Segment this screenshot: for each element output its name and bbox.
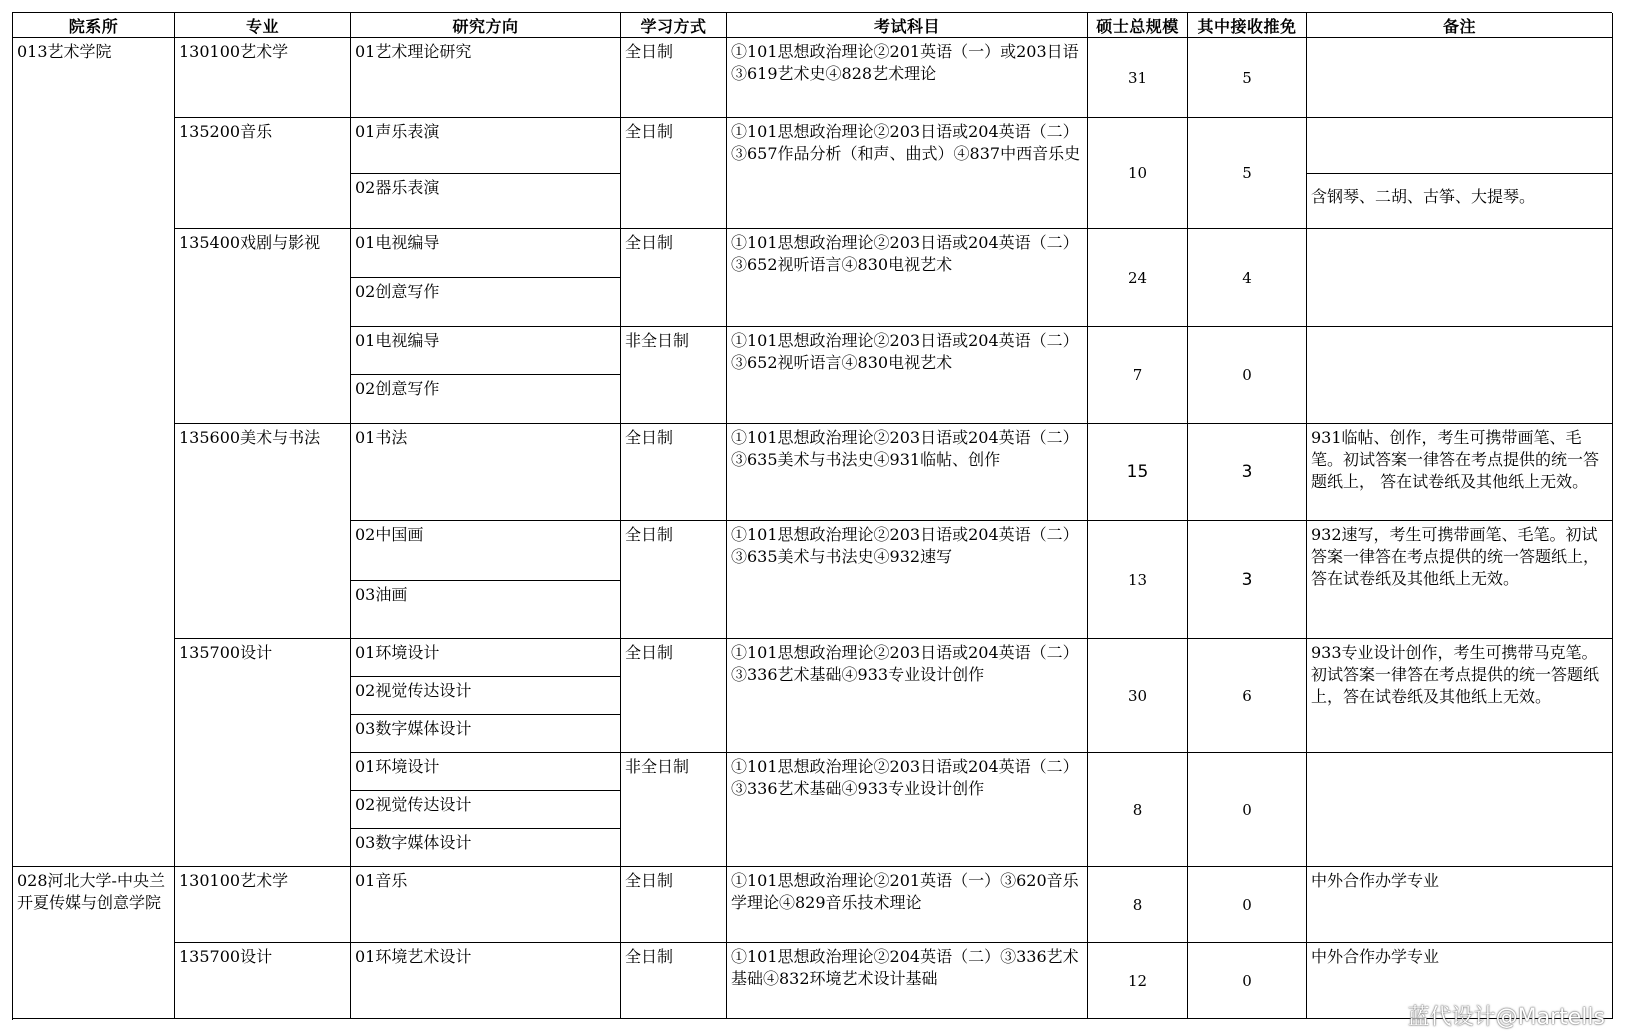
study-mode-cell: 全日制 bbox=[621, 424, 727, 521]
remarks-cell bbox=[1307, 38, 1613, 118]
study-mode-cell: 全日制 bbox=[621, 38, 727, 118]
study-mode-cell: 全日制 bbox=[621, 867, 727, 943]
header-exam-subjects: 考试科目 bbox=[727, 13, 1088, 38]
total-enrollment-cell: 8 bbox=[1088, 753, 1188, 867]
exam-subjects-cell: ①101思想政治理论②203日语或204英语（二）③657作品分析（和声、曲式）④837中西音乐史 bbox=[727, 118, 1088, 229]
total-enrollment-cell: 31 bbox=[1088, 38, 1188, 118]
remarks-cell: 933专业设计创作，考生可携带马克笔。初试答案一律答在考点提供的统一答题纸上，答在试卷纸及其他纸上无效。 bbox=[1307, 639, 1613, 753]
recommended-cell: 0 bbox=[1188, 753, 1307, 867]
total-enrollment-cell: 30 bbox=[1088, 639, 1188, 753]
exam-subjects-cell: ①101思想政治理论②203日语或204英语（二）③336艺术基础④933专业设计创作 bbox=[727, 753, 1088, 867]
direction-cell: 01环境设计 bbox=[351, 639, 621, 677]
major-cell: 135600美术与书法 bbox=[175, 424, 351, 639]
exam-subjects-cell: ①101思想政治理论②203日语或204英语（二）③336艺术基础④933专业设计创作 bbox=[727, 639, 1088, 753]
total-enrollment-cell: 10 bbox=[1088, 118, 1188, 229]
remarks-cell: 931临帖、创作，考生可携带画笔、毛笔。初试答案一律答在考点提供的统一答题纸上， 答在试卷纸及其他纸上无效。 bbox=[1307, 424, 1613, 521]
remarks-cell: 中外合作办学专业 bbox=[1307, 943, 1613, 1019]
exam-subjects-cell: ①101思想政治理论②204英语（二）③336艺术基础④832环境艺术设计基础 bbox=[727, 943, 1088, 1019]
direction-cell: 02创意写作 bbox=[351, 375, 621, 424]
study-mode-cell: 全日制 bbox=[621, 639, 727, 753]
exam-subjects-cell: ①101思想政治理论②203日语或204英语（二）③652视听语言④830电视艺术 bbox=[727, 229, 1088, 327]
major-cell: 135700设计 bbox=[175, 639, 351, 867]
recommended-cell: 3 bbox=[1188, 521, 1307, 639]
recommended-cell: 4 bbox=[1188, 229, 1307, 327]
total-enrollment-cell: 13 bbox=[1088, 521, 1188, 639]
major-cell: 130100艺术学 bbox=[175, 38, 351, 118]
exam-subjects-cell: ①101思想政治理论②203日语或204英语（二）③635美术与书法史④932速写 bbox=[727, 521, 1088, 639]
total-enrollment-cell: 12 bbox=[1088, 943, 1188, 1019]
recommended-cell: 3 bbox=[1188, 424, 1307, 521]
direction-cell: 01声乐表演 bbox=[351, 118, 621, 174]
remarks-cell bbox=[1307, 753, 1613, 867]
total-enrollment-cell: 7 bbox=[1088, 327, 1188, 424]
remarks-cell bbox=[1307, 229, 1613, 327]
direction-cell: 03油画 bbox=[351, 581, 621, 639]
study-mode-cell: 非全日制 bbox=[621, 753, 727, 867]
study-mode-cell: 非全日制 bbox=[621, 327, 727, 424]
recommended-cell: 0 bbox=[1188, 943, 1307, 1019]
direction-cell: 02创意写作 bbox=[351, 278, 621, 327]
total-enrollment-cell: 8 bbox=[1088, 867, 1188, 943]
total-enrollment-cell: 24 bbox=[1088, 229, 1188, 327]
direction-cell: 03数字媒体设计 bbox=[351, 715, 621, 753]
header-direction: 研究方向 bbox=[351, 13, 621, 38]
remarks-cell bbox=[1307, 118, 1613, 174]
direction-cell: 02中国画 bbox=[351, 521, 621, 581]
direction-cell: 01音乐 bbox=[351, 867, 621, 943]
recommended-cell: 6 bbox=[1188, 639, 1307, 753]
direction-cell: 02器乐表演 bbox=[351, 174, 621, 229]
header-remarks: 备注 bbox=[1307, 13, 1613, 38]
exam-subjects-cell: ①101思想政治理论②203日语或204英语（二）③652视听语言④830电视艺术 bbox=[727, 327, 1088, 424]
direction-cell: 03数字媒体设计 bbox=[351, 829, 621, 867]
remarks-cell bbox=[1307, 327, 1613, 424]
direction-cell: 01环境设计 bbox=[351, 753, 621, 791]
header-major: 专业 bbox=[175, 13, 351, 38]
department-cell: 028河北大学-中央兰开夏传媒与创意学院 bbox=[13, 867, 175, 1019]
enrollment-table bbox=[12, 12, 1612, 1020]
major-cell: 135400戏剧与影视 bbox=[175, 229, 351, 424]
recommended-cell: 0 bbox=[1188, 327, 1307, 424]
header-recommended: 其中接收推免 bbox=[1188, 13, 1307, 38]
direction-cell: 01艺术理论研究 bbox=[351, 38, 621, 118]
header-study-mode: 学习方式 bbox=[621, 13, 727, 38]
direction-cell: 01电视编导 bbox=[351, 327, 621, 375]
exam-subjects-cell: ①101思想政治理论②201英语（一）③620音乐学理论④829音乐技术理论 bbox=[727, 867, 1088, 943]
direction-cell: 01环境艺术设计 bbox=[351, 943, 621, 1019]
major-cell: 135200音乐 bbox=[175, 118, 351, 229]
remarks-cell: 中外合作办学专业 bbox=[1307, 867, 1613, 943]
study-mode-cell: 全日制 bbox=[621, 943, 727, 1019]
direction-cell: 01电视编导 bbox=[351, 229, 621, 278]
study-mode-cell: 全日制 bbox=[621, 521, 727, 639]
study-mode-cell: 全日制 bbox=[621, 229, 727, 327]
watermark: 蓝代设计@Martells bbox=[1407, 1005, 1605, 1030]
remarks-cell: 含钢琴、二胡、古筝、大提琴。 bbox=[1307, 174, 1613, 229]
total-enrollment-cell: 15 bbox=[1088, 424, 1188, 521]
header-department: 院系所 bbox=[13, 13, 175, 38]
recommended-cell: 5 bbox=[1188, 118, 1307, 229]
remarks-cell: 932速写，考生可携带画笔、毛笔。初试答案一律答在考点提供的统一答题纸上， 答在试卷纸及其他纸上无效。 bbox=[1307, 521, 1613, 639]
recommended-cell: 5 bbox=[1188, 38, 1307, 118]
study-mode-cell: 全日制 bbox=[621, 118, 727, 229]
major-cell: 130100艺术学 bbox=[175, 867, 351, 943]
exam-subjects-cell: ①101思想政治理论②201英语（一）或203日语③619艺术史④828艺术理论 bbox=[727, 38, 1088, 118]
direction-cell: 02视觉传达设计 bbox=[351, 677, 621, 715]
header-total-enrollment: 硕士总规模 bbox=[1088, 13, 1188, 38]
exam-subjects-cell: ①101思想政治理论②203日语或204英语（二）③635美术与书法史④931临帖、创作 bbox=[727, 424, 1088, 521]
recommended-cell: 0 bbox=[1188, 867, 1307, 943]
major-cell: 135700设计 bbox=[175, 943, 351, 1019]
direction-cell: 01书法 bbox=[351, 424, 621, 521]
direction-cell: 02视觉传达设计 bbox=[351, 791, 621, 829]
department-cell: 013艺术学院 bbox=[13, 38, 175, 867]
